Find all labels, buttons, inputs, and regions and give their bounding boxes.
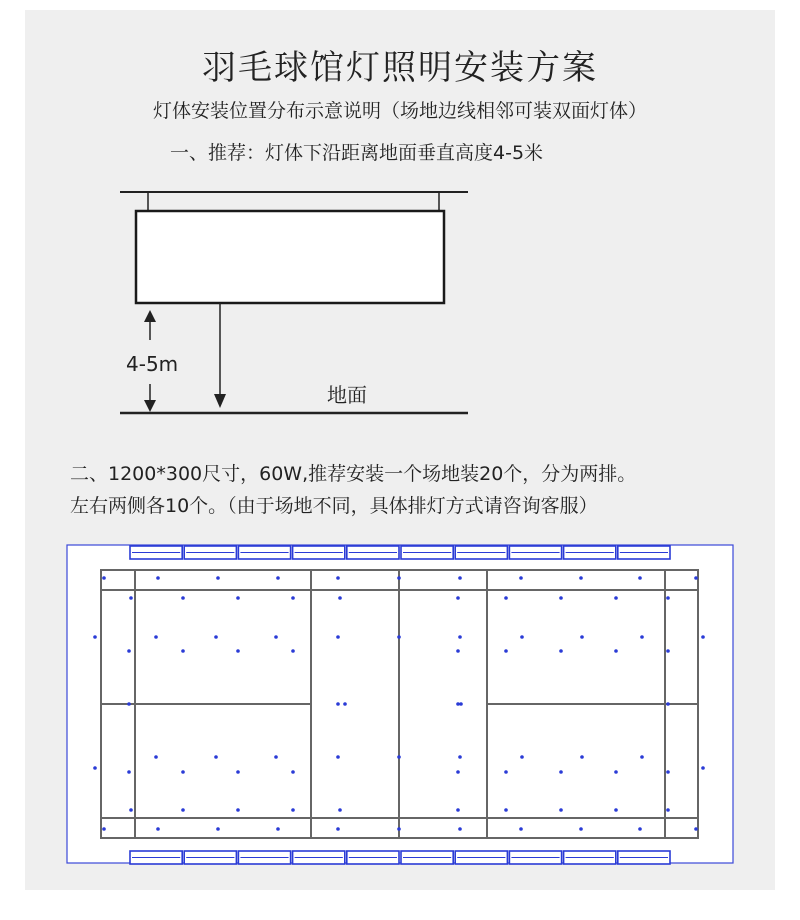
light-spot-20 [614, 596, 618, 600]
light-spot-64 [504, 770, 508, 774]
light-spot-15 [291, 596, 295, 600]
light-spot-66 [614, 770, 618, 774]
light-spot-57 [640, 755, 644, 759]
light-spot-65 [559, 770, 563, 774]
light-spot-61 [236, 770, 240, 774]
light-spot-47 [666, 702, 670, 706]
light-spot-19 [559, 596, 563, 600]
light-spot-41 [666, 649, 670, 653]
light-spot-21 [666, 596, 670, 600]
light-spot-71 [291, 808, 295, 812]
light-spot-84 [458, 827, 462, 831]
light-spot-25 [274, 635, 278, 639]
light-spot-2 [156, 576, 160, 580]
page-title: 羽毛球馆灯照明安装方案 [202, 48, 598, 88]
recommendation-height: 一、推荐：灯体下沿距离地面垂直高度4-5米 [170, 142, 544, 164]
light-spot-27 [397, 635, 401, 639]
light-spot-77 [666, 808, 670, 812]
light-spot-8 [519, 576, 523, 580]
light-spot-9 [579, 576, 583, 580]
light-spot-36 [291, 649, 295, 653]
light-spot-12 [129, 596, 133, 600]
light-spot-85 [519, 827, 523, 831]
light-spot-38 [504, 649, 508, 653]
light-spot-29 [520, 635, 524, 639]
light-spot-63 [456, 770, 460, 774]
light-spot-23 [154, 635, 158, 639]
recommendation-layout-line-1: 二、1200*300尺寸，60W,推荐安装一个场地装20个，分为两排。 [70, 463, 637, 485]
light-spot-46 [459, 702, 463, 706]
light-spot-13 [181, 596, 185, 600]
light-spot-79 [156, 827, 160, 831]
light-spot-32 [701, 635, 705, 639]
light-spot-5 [336, 576, 340, 580]
light-spot-59 [127, 770, 131, 774]
light-spot-42 [127, 702, 131, 706]
light-spot-56 [580, 755, 584, 759]
light-spot-70 [236, 808, 240, 812]
light-spot-83 [397, 827, 401, 831]
light-spot-35 [236, 649, 240, 653]
light-spot-88 [694, 827, 698, 831]
recommendation-layout-line-2: 左右两侧各10个。（由于场地不同，具体排灯方式请咨询客服） [70, 495, 598, 517]
light-spot-67 [666, 770, 670, 774]
light-spot-82 [336, 827, 340, 831]
light-spot-33 [127, 649, 131, 653]
light-spot-50 [214, 755, 218, 759]
light-spot-17 [456, 596, 460, 600]
light-spot-78 [102, 827, 106, 831]
light-spot-43 [336, 702, 340, 706]
light-spot-81 [276, 827, 280, 831]
light-spot-18 [504, 596, 508, 600]
light-spot-22 [93, 635, 97, 639]
light-spot-10 [638, 576, 642, 580]
light-spot-69 [181, 808, 185, 812]
height-label: 4-5m [126, 352, 179, 376]
light-spot-11 [694, 576, 698, 580]
light-spot-80 [216, 827, 220, 831]
light-spot-60 [181, 770, 185, 774]
light-spot-68 [129, 808, 133, 812]
light-spot-72 [338, 808, 342, 812]
light-spot-62 [291, 770, 295, 774]
light-spot-74 [504, 808, 508, 812]
light-spot-16 [338, 596, 342, 600]
light-spot-7 [458, 576, 462, 580]
light-spot-53 [397, 755, 401, 759]
light-spot-28 [458, 635, 462, 639]
light-spot-51 [274, 755, 278, 759]
light-spot-87 [638, 827, 642, 831]
light-spot-6 [397, 576, 401, 580]
light-spot-1 [102, 576, 106, 580]
light-spot-52 [336, 755, 340, 759]
light-spot-76 [614, 808, 618, 812]
light-spot-54 [458, 755, 462, 759]
light-spot-30 [580, 635, 584, 639]
ground-label: 地面 [327, 383, 367, 407]
light-spot-86 [579, 827, 583, 831]
light-spot-31 [640, 635, 644, 639]
light-spot-48 [93, 766, 97, 770]
light-spot-34 [181, 649, 185, 653]
light-spot-58 [701, 766, 705, 770]
light-spot-24 [214, 635, 218, 639]
light-spot-40 [614, 649, 618, 653]
light-spot-39 [559, 649, 563, 653]
light-spot-14 [236, 596, 240, 600]
light-spot-26 [336, 635, 340, 639]
light-spot-49 [154, 755, 158, 759]
light-spot-75 [559, 808, 563, 812]
light-spot-55 [520, 755, 524, 759]
light-spot-73 [456, 808, 460, 812]
light-spot-3 [216, 576, 220, 580]
light-spot-44 [343, 702, 347, 706]
light-spot-37 [456, 649, 460, 653]
page-subtitle: 灯体安装位置分布示意说明（场地边线相邻可装双面灯体） [152, 100, 647, 122]
light-spot-4 [276, 576, 280, 580]
